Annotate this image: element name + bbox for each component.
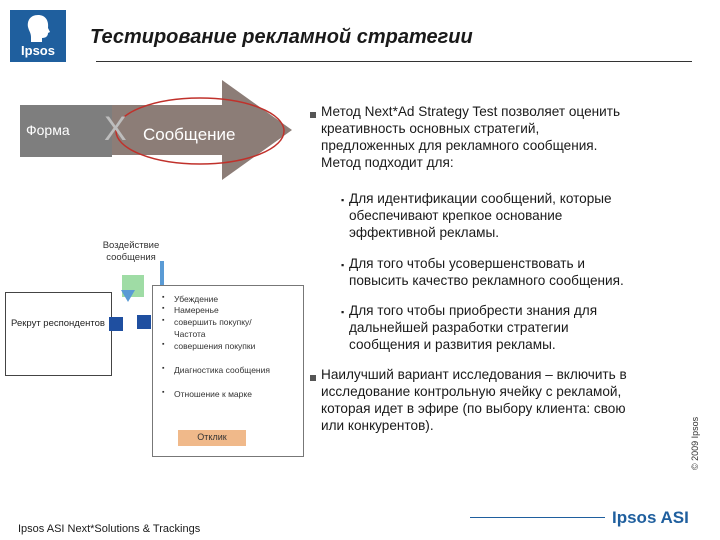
sub-bullet-line: эффективной рекламы. [349,225,500,240]
sub-bullet-line: Для того чтобы приобрести знания для [349,303,598,318]
panel-item: Диагностика сообщения [174,365,270,375]
recruit-box [5,292,112,376]
panel-item: совершения покупки [174,341,256,351]
footer-brand: Ipsos ASI [612,508,689,527]
sub-bullet-marker: ▪ [341,260,345,270]
bullet-line: креативность основных стратегий, [321,121,540,136]
impact-label: Воздействие сообщения [102,240,160,263]
down-arrow-icon [121,290,135,302]
sub-bullet-line: Для того чтобы усовершенствовать и [349,256,585,271]
bullet-marker [310,112,316,118]
connector-square [109,317,123,331]
panel-item: Отношение к марке [174,389,252,399]
title-divider [96,61,692,62]
panel-item: Намеренье [174,305,219,315]
ipsos-logo [10,10,66,62]
panel-bullet: ▪ [162,365,165,372]
panel-item: совершить покупку/ [174,317,252,327]
panel-bullet: ▪ [162,294,165,301]
sub-bullet-marker: ▪ [341,195,345,205]
sub-bullet-marker: ▪ [341,307,345,317]
connector-square [137,315,151,329]
sub-bullet-line: обеспечивают крепкое основание [349,208,563,223]
sub-bullet-line: повысить качество рекламного сообщения. [349,273,624,288]
panel-bullet: ▪ [162,305,165,312]
bullet-marker [310,375,316,381]
response-label: Отклик [197,432,227,442]
bullet-line: которая идет в эфире (по выбору клиента: свою [321,401,626,416]
panel-bullet: ▪ [162,389,165,396]
footer-left-text: Ipsos ASI Next*Solutions & Trackings [18,523,201,535]
sub-bullet-line: сообщения и развития рекламы. [349,337,556,352]
bullet-line: Наилучший вариант исследования – включить в [321,367,627,382]
panel-item: Убеждение [174,294,219,304]
bullet-line: Метод Next*Ad Strategy Test позволяет оценить [321,104,621,119]
sub-bullet-line: дальнейшей разработки стратегии [349,320,569,335]
page-title: Тестирование рекламной стратегии [90,26,473,48]
forma-label: Форма [26,122,70,138]
footer-divider [470,517,605,518]
panel-item: Частота [174,329,206,339]
head-silhouette-icon [24,13,52,43]
bullet-line: или конкурентов). [321,418,434,433]
panel-bullet: ▪ [162,317,165,324]
panel-bullet: ▪ [162,341,165,348]
sub-bullet-line: Для идентификации сообщений, которые [349,191,612,206]
x-mark: X [104,110,127,148]
logo-text: Ipsos [21,43,55,58]
recruit-label: Рекрут респондентов [11,318,105,329]
copyright-text: © 2009 Ipsos [690,416,700,470]
bullet-line: предложенных для рекламного сообщения. [321,138,598,153]
message-label: Сообщение [143,125,236,144]
bullet-line: исследование контрольную ячейку с рекламой, [321,384,622,399]
bullet-line: Метод подходит для: [321,155,454,170]
